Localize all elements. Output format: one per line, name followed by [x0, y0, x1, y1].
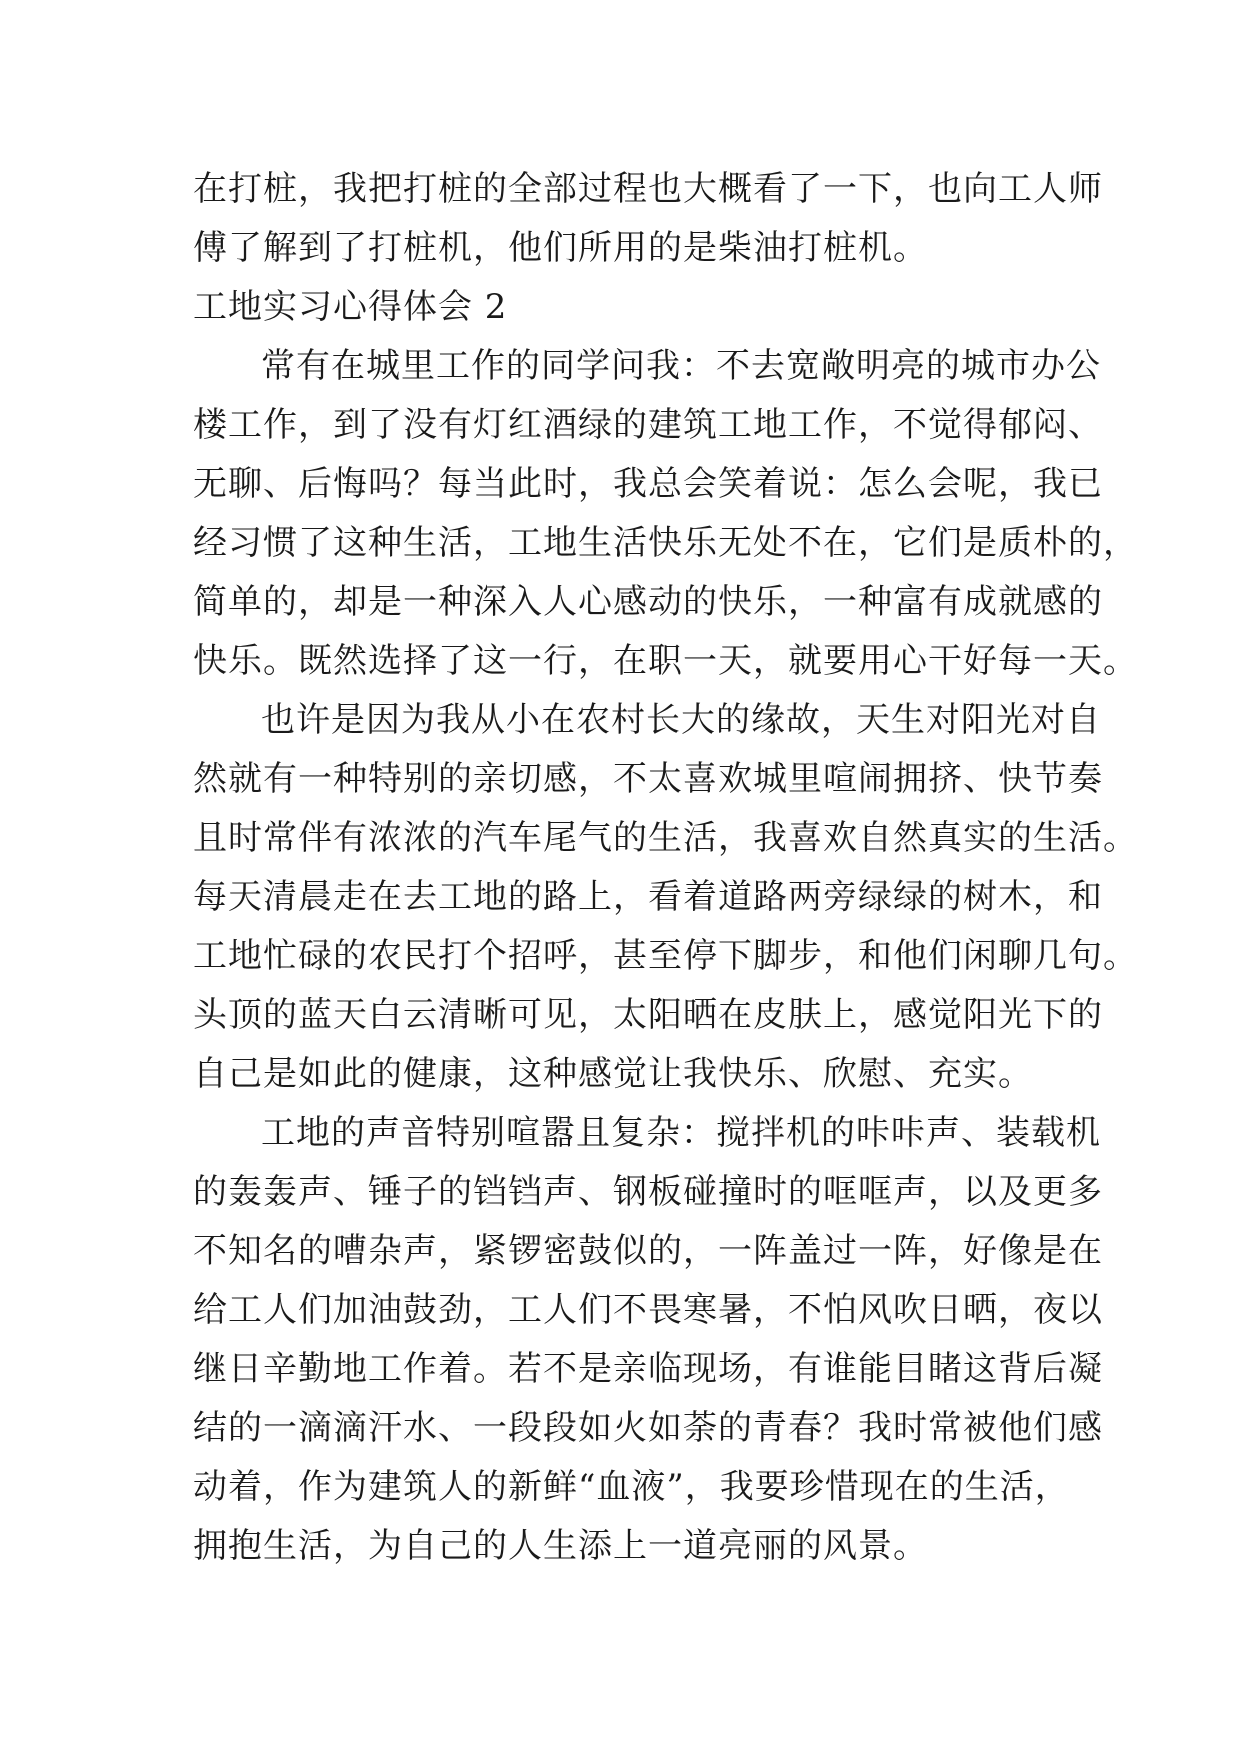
paragraph-first-line: 常有在城里工作的同学问我：不去宽敞明亮的城市办公 [261, 346, 1101, 386]
text-line: 结的一滴滴汗水、一段段如火如荼的青春？我时常被他们感 [193, 1408, 1103, 1448]
text-line: 傅了解到了打桩机，他们所用的是柴油打桩机。 [193, 228, 928, 268]
text-line: 动着，作为建筑人的新鲜“血液”，我要珍惜现在的生活， [193, 1467, 1070, 1507]
text-line: 在打桩，我把打桩的全部过程也大概看了一下，也向工人师 [193, 169, 1103, 209]
text-line: 简单的，却是一种深入人心感动的快乐，一种富有成就感的 [193, 582, 1103, 622]
text-line: 且时常伴有浓浓的汽车尾气的生活，我喜欢自然真实的生活。 [193, 818, 1138, 858]
text-line: 无聊、后悔吗？每当此时，我总会笑着说：怎么会呢，我已 [193, 464, 1103, 504]
paragraph-first-line: 工地的声音特别喧嚣且复杂：搅拌机的咔咔声、装载机 [261, 1113, 1101, 1153]
text-line: 继日辛勤地工作着。若不是亲临现场，有谁能目睹这背后凝 [193, 1349, 1103, 1389]
text-line: 快乐。既然选择了这一行，在职一天，就要用心干好每一天。 [193, 641, 1138, 681]
text-line: 头顶的蓝天白云清晰可见，太阳晒在皮肤上，感觉阳光下的 [193, 995, 1103, 1035]
text-line: 然就有一种特别的亲切感，不太喜欢城里喧闹拥挤、快节奏 [193, 759, 1103, 799]
text-line: 楼工作，到了没有灯红酒绿的建筑工地工作，不觉得郁闷、 [193, 405, 1103, 445]
text-line: 拥抱生活，为自己的人生添上一道亮丽的风景。 [193, 1526, 928, 1566]
document-body [193, 160, 1138, 1576]
section-heading: 工地实习心得体会 2 [193, 287, 508, 327]
text-line: 自己是如此的健康，这种感觉让我快乐、欣慰、充实。 [193, 1054, 1033, 1094]
paragraph-first-line: 也许是因为我从小在农村长大的缘故，天生对阳光对自 [261, 700, 1101, 740]
text-line: 工地忙碌的农民打个招呼，甚至停下脚步，和他们闲聊几句。 [193, 936, 1138, 976]
text-line: 的轰轰声、锤子的铛铛声、钢板碰撞时的哐哐声，以及更多 [193, 1172, 1103, 1212]
text-line: 经习惯了这种生活，工地生活快乐无处不在，它们是质朴的， [193, 523, 1138, 563]
text-line: 每天清晨走在去工地的路上，看着道路两旁绿绿的树木，和 [193, 877, 1103, 917]
text-line: 给工人们加油鼓劲，工人们不畏寒暑，不怕风吹日晒，夜以 [193, 1290, 1103, 1330]
text-line: 不知名的嘈杂声，紧锣密鼓似的，一阵盖过一阵，好像是在 [193, 1231, 1103, 1271]
